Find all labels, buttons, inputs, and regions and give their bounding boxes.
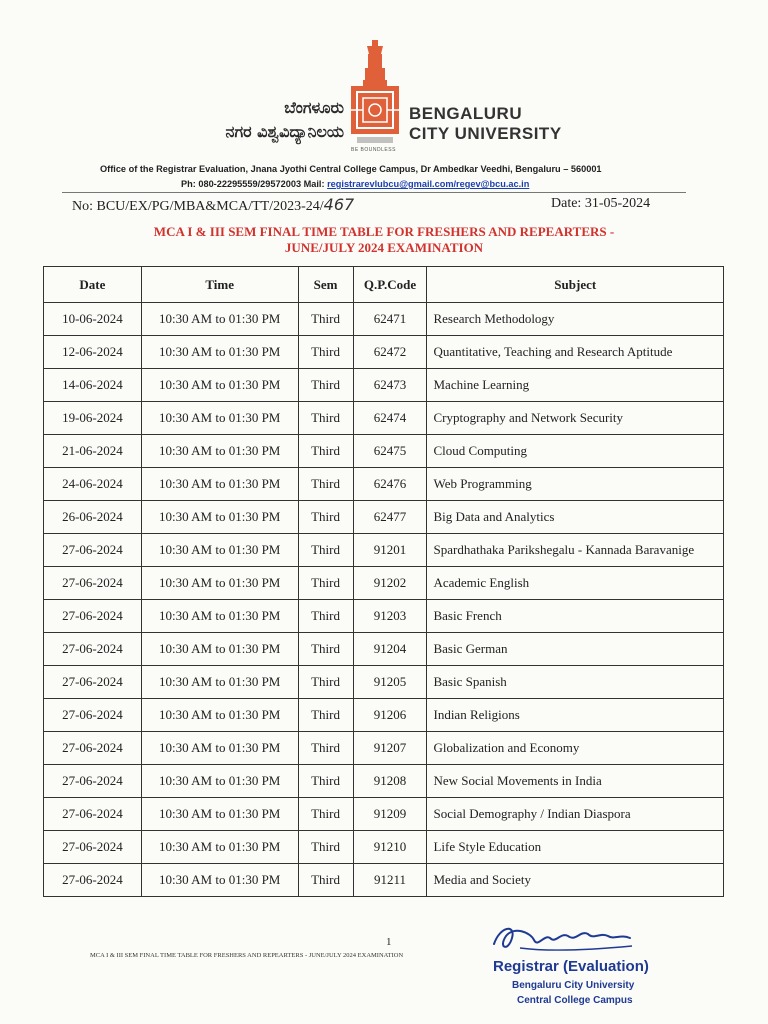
document-date: Date: 31-05-2024	[551, 196, 651, 211]
date-cell: 27-06-2024	[44, 798, 142, 831]
reference-handwritten: 467	[323, 195, 355, 214]
time-cell: 10:30 AM to 01:30 PM	[141, 600, 298, 633]
time-cell: 10:30 AM to 01:30 PM	[141, 402, 298, 435]
date-cell: 12-06-2024	[44, 336, 142, 369]
qp-code-cell: 91202	[353, 567, 427, 600]
qp-code-cell: 91211	[353, 864, 427, 897]
university-name-line2: CITY UNIVERSITY	[409, 124, 562, 143]
subject-cell: Social Demography / Indian Diaspora	[427, 798, 724, 831]
table-row	[44, 303, 724, 336]
date-cell: 24-06-2024	[44, 468, 142, 501]
contact-line	[181, 179, 529, 189]
sem-cell: Third	[298, 534, 353, 567]
date-cell: 21-06-2024	[44, 435, 142, 468]
qp-code-cell: 62477	[353, 501, 427, 534]
qp-code-cell: 91205	[353, 666, 427, 699]
qp-code-cell: 62471	[353, 303, 427, 336]
subject-cell: Cloud Computing	[427, 435, 724, 468]
time-cell: 10:30 AM to 01:30 PM	[141, 666, 298, 699]
qp-code-cell: 62475	[353, 435, 427, 468]
table-row	[44, 765, 724, 798]
sem-cell: Third	[298, 765, 353, 798]
date-cell: 14-06-2024	[44, 369, 142, 402]
time-cell: 10:30 AM to 01:30 PM	[141, 303, 298, 336]
subject-cell: Research Methodology	[427, 303, 724, 336]
table-row	[44, 798, 724, 831]
time-cell: 10:30 AM to 01:30 PM	[141, 633, 298, 666]
time-cell: 10:30 AM to 01:30 PM	[141, 567, 298, 600]
reference-number	[72, 195, 354, 215]
qp-code-cell: 91208	[353, 765, 427, 798]
timetable	[43, 266, 724, 897]
qp-code-cell: 62472	[353, 336, 427, 369]
page-number: 1	[386, 936, 392, 948]
table-row	[44, 501, 724, 534]
table-row	[44, 534, 724, 567]
logo-tagline: BE BOUNDLESS	[351, 147, 396, 153]
table-row	[44, 699, 724, 732]
qp-code-cell: 91209	[353, 798, 427, 831]
subject-cell: New Social Movements in India	[427, 765, 724, 798]
table-row	[44, 369, 724, 402]
qp-code-cell: 91206	[353, 699, 427, 732]
subject-cell: Indian Religions	[427, 699, 724, 732]
subject-cell: Quantitative, Teaching and Research Aptitude	[427, 336, 724, 369]
subject-cell: Life Style Education	[427, 831, 724, 864]
table-row	[44, 864, 724, 897]
time-cell: 10:30 AM to 01:30 PM	[141, 699, 298, 732]
date-cell: 27-06-2024	[44, 666, 142, 699]
table-row	[44, 732, 724, 765]
subject-cell: Basic French	[427, 600, 724, 633]
stamp-line2: Central College Campus	[517, 995, 633, 1006]
subject-cell: Cryptography and Network Security	[427, 402, 724, 435]
date-cell: 27-06-2024	[44, 600, 142, 633]
header-qp-code: Q.P.Code	[353, 267, 427, 303]
date-cell: 27-06-2024	[44, 633, 142, 666]
sem-cell: Third	[298, 633, 353, 666]
qp-code-cell: 91201	[353, 534, 427, 567]
header-divider	[62, 192, 686, 193]
qp-code-cell: 91210	[353, 831, 427, 864]
header-date: Date	[44, 267, 142, 303]
qp-code-cell: 62476	[353, 468, 427, 501]
table-row	[44, 336, 724, 369]
sem-cell: Third	[298, 501, 353, 534]
sem-cell: Third	[298, 864, 353, 897]
sem-cell: Third	[298, 303, 353, 336]
sem-cell: Third	[298, 567, 353, 600]
time-cell: 10:30 AM to 01:30 PM	[141, 435, 298, 468]
table-row	[44, 600, 724, 633]
date-cell: 27-06-2024	[44, 831, 142, 864]
subject-cell: Basic German	[427, 633, 724, 666]
kannada-name-line1: ಬೆಂಗಳೂರು	[284, 98, 344, 117]
phone-mail-text: Ph: 080-22295559/29572003 Mail:	[181, 179, 328, 189]
table-row	[44, 567, 724, 600]
header-subject: Subject	[427, 267, 724, 303]
subject-cell: Machine Learning	[427, 369, 724, 402]
time-cell: 10:30 AM to 01:30 PM	[141, 732, 298, 765]
subject-cell: Spardhathaka Parikshegalu - Kannada Baravanige	[427, 534, 724, 567]
subject-cell: Basic Spanish	[427, 666, 724, 699]
date-cell: 27-06-2024	[44, 765, 142, 798]
time-cell: 10:30 AM to 01:30 PM	[141, 798, 298, 831]
subject-cell: Media and Society	[427, 864, 724, 897]
subject-cell: Big Data and Analytics	[427, 501, 724, 534]
sem-cell: Third	[298, 369, 353, 402]
subject-cell: Web Programming	[427, 468, 724, 501]
title-line1: MCA I & III SEM FINAL TIME TABLE FOR FRESHERS AND REPEARTERS -	[153, 224, 615, 239]
table-row	[44, 402, 724, 435]
signatory-title: Registrar (Evaluation)	[493, 958, 649, 975]
date-cell: 27-06-2024	[44, 864, 142, 897]
stamp-line1: Bengaluru City University	[512, 980, 635, 991]
email-link[interactable]: registrarevlubcu@gmail.com/regev@bcu.ac.in	[327, 179, 530, 189]
time-cell: 10:30 AM to 01:30 PM	[141, 534, 298, 567]
time-cell: 10:30 AM to 01:30 PM	[141, 501, 298, 534]
date-cell: 27-06-2024	[44, 534, 142, 567]
time-cell: 10:30 AM to 01:30 PM	[141, 468, 298, 501]
table-row	[44, 435, 724, 468]
title-line2: JUNE/JULY 2024 EXAMINATION	[284, 240, 484, 255]
qp-code-cell: 62473	[353, 369, 427, 402]
subject-cell: Globalization and Economy	[427, 732, 724, 765]
sem-cell: Third	[298, 666, 353, 699]
header-time: Time	[141, 267, 298, 303]
date-cell: 27-06-2024	[44, 567, 142, 600]
reference-prefix: No: BCU/EX/PG/MBA&MCA/TT/2023-24/	[72, 199, 324, 214]
subject-cell: Academic English	[427, 567, 724, 600]
time-cell: 10:30 AM to 01:30 PM	[141, 765, 298, 798]
kannada-name-line2: ನಗರ ವಿಶ್ವವಿದ್ಯಾನಿಲಯ	[225, 122, 344, 141]
sem-cell: Third	[298, 732, 353, 765]
footer-text: MCA I & III SEM FINAL TIME TABLE FOR FRESHERS AND REPEARTERS - JUNE/JULY 2024 EXAMINATION	[90, 952, 404, 959]
signature-image	[490, 918, 640, 960]
sem-cell: Third	[298, 831, 353, 864]
qp-code-cell: 62474	[353, 402, 427, 435]
sem-cell: Third	[298, 402, 353, 435]
time-cell: 10:30 AM to 01:30 PM	[141, 336, 298, 369]
header-sem: Sem	[298, 267, 353, 303]
qp-code-cell: 91204	[353, 633, 427, 666]
sem-cell: Third	[298, 798, 353, 831]
time-cell: 10:30 AM to 01:30 PM	[141, 369, 298, 402]
table-row	[44, 633, 724, 666]
date-cell: 27-06-2024	[44, 732, 142, 765]
sem-cell: Third	[298, 435, 353, 468]
date-cell: 19-06-2024	[44, 402, 142, 435]
sem-cell: Third	[298, 468, 353, 501]
date-cell: 27-06-2024	[44, 699, 142, 732]
office-address: Office of the Registrar Evaluation, Jnana Jyothi Central College Campus, Dr Ambedkar Veedhi, Bengaluru – 560001	[100, 164, 602, 174]
qp-code-cell: 91203	[353, 600, 427, 633]
time-cell: 10:30 AM to 01:30 PM	[141, 831, 298, 864]
table-row	[44, 468, 724, 501]
date-cell: 26-06-2024	[44, 501, 142, 534]
table-row	[44, 831, 724, 864]
sem-cell: Third	[298, 699, 353, 732]
university-name-line1: BENGALURU	[409, 104, 523, 123]
qp-code-cell: 91207	[353, 732, 427, 765]
time-cell: 10:30 AM to 01:30 PM	[141, 864, 298, 897]
timetable-body	[44, 303, 724, 897]
sem-cell: Third	[298, 336, 353, 369]
university-logo	[343, 40, 407, 158]
sem-cell: Third	[298, 600, 353, 633]
table-header-row	[44, 267, 724, 303]
table-row	[44, 666, 724, 699]
date-cell: 10-06-2024	[44, 303, 142, 336]
